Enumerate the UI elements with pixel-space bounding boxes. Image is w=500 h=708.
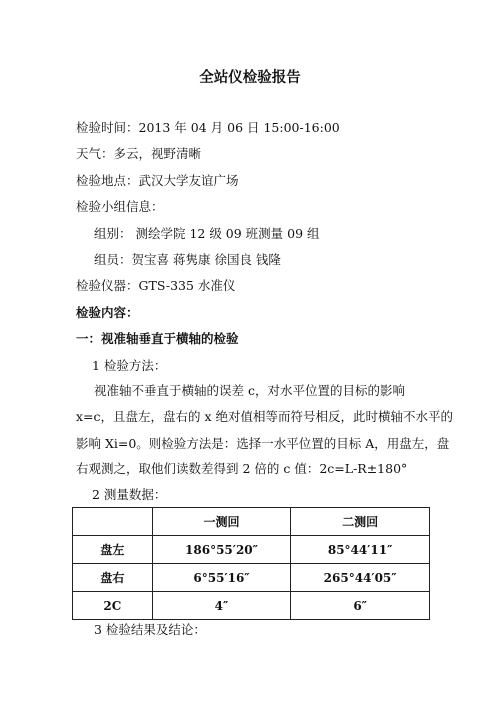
table-row — [73, 564, 430, 592]
table-cell: 6″ — [291, 592, 430, 620]
group-line: 组别： 测绘学院 12 级 09 班测量 09 组 — [94, 226, 320, 241]
members-line: 组员：贺宝喜 蒋隽康 徐国良 钱隆 — [94, 252, 281, 267]
content-label: 检验内容： — [76, 305, 139, 320]
data-heading: 2 测量数据： — [92, 487, 167, 502]
measurement-table — [72, 507, 430, 620]
table-row — [73, 592, 430, 620]
table-cell: 盘右 — [73, 564, 153, 592]
method-paragraph-1: 视准轴不垂直于横轴的误差 c，对水平位置的目标的影响 — [94, 383, 405, 398]
table-cell: 85°44′11″ — [291, 536, 430, 564]
result-heading: 3 检验结果及结论： — [94, 622, 206, 637]
table-header-row — [73, 508, 430, 536]
inspection-time: 检验时间：2013 年 04 月 06 日 15:00-16:00 — [76, 120, 340, 135]
table-cell: 186°55′20″ — [152, 536, 291, 564]
table-cell: 盘左 — [73, 536, 153, 564]
table-header-cell: 一测回 — [152, 508, 291, 536]
method-heading: 1 检验方法： — [92, 358, 167, 373]
table-header-cell: 二测回 — [291, 508, 430, 536]
page-title: 全站仪检验报告 — [199, 69, 301, 86]
instrument-line: 检验仪器：GTS-335 水准仪 — [76, 278, 236, 293]
inspection-location: 检验地点：武汉大学友谊广场 — [76, 173, 239, 188]
table-cell: 6°55′16″ — [152, 564, 291, 592]
table-cell: 265°44′05″ — [291, 564, 430, 592]
method-paragraph-4: 右观测之，取他们读数差得到 2 倍的 c 值：2c=L-R±180° — [76, 461, 408, 476]
table-row — [73, 536, 430, 564]
section-heading: 一：视准轴垂直于横轴的检验 — [76, 331, 239, 346]
method-paragraph-2: x=c，且盘左，盘右的 x 绝对值相等而符号相反，此时横轴不水平的 — [76, 409, 454, 424]
table-cell: 4″ — [152, 592, 291, 620]
weather: 天气：多云，视野清晰 — [76, 146, 202, 161]
method-paragraph-3: 影响 Xi=0。则检验方法是：选择一水平位置的目标 A，用盘左，盘 — [76, 436, 450, 451]
table-header-cell — [73, 508, 153, 536]
table-cell: 2C — [73, 592, 153, 620]
group-info-label: 检验小组信息： — [76, 199, 164, 214]
